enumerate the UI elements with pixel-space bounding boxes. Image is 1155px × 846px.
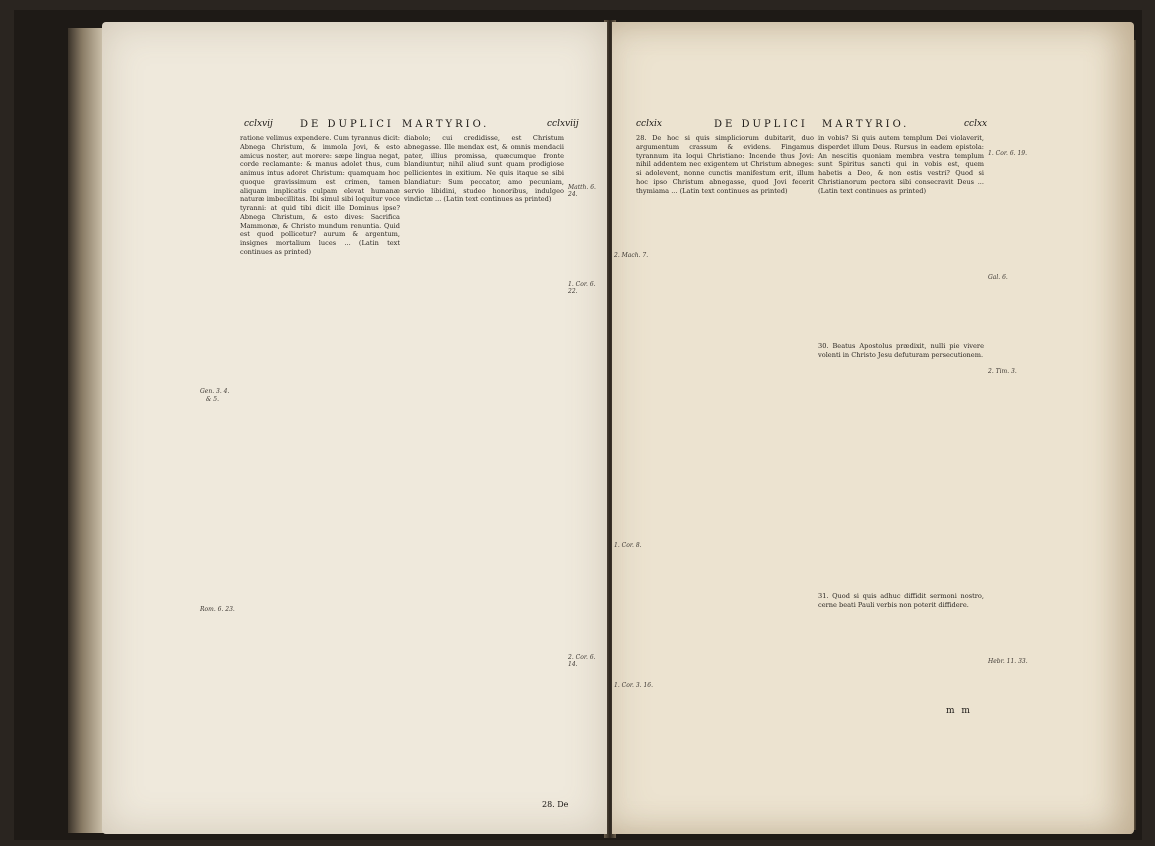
margin-note: Gal. 6.	[988, 274, 1008, 281]
right-page	[612, 22, 1134, 834]
left-page-edges	[68, 28, 104, 833]
page-number: cclxix	[636, 119, 662, 129]
margin-note: Matth. 6. 24.	[568, 184, 596, 198]
margin-note: Hebr. 11. 33.	[988, 658, 1028, 665]
margin-note: 1. Cor. 3. 16.	[614, 682, 654, 689]
running-head: DE DUPLICI	[300, 119, 394, 130]
running-head: MARTYRIO.	[402, 119, 490, 130]
margin-note: Rom. 6. 23.	[200, 606, 235, 613]
running-head: MARTYRIO.	[822, 119, 910, 130]
page-number: cclxvij	[244, 119, 273, 129]
margin-note: & 5.	[206, 396, 219, 403]
left-page	[102, 22, 607, 834]
margin-note: 1. Cor. 8.	[614, 542, 642, 549]
margin-note: 1. Cor. 6. 22.	[568, 281, 596, 295]
text-column: in vobis? Si quis autem templum Dei violaverit, disperdet illum Deus. Rursus in eadem epistola: An nescitis quoniam membra vestra templum sunt Spiritus sancti qui in vobis est, quem habetis a Deo, & non estis vestri? Quod si Christianorum pectora sibi consecravit Deus ... (Latin text continues as printed)	[818, 134, 984, 195]
book-spread	[14, 10, 1142, 840]
signature-mark: m m	[946, 706, 972, 716]
margin-note: 1. Cor. 6. 19.	[988, 150, 1028, 157]
paragraph: 31. Quod si quis adhuc diffidit sermoni nostro, cerne beati Pauli verbis non poterit diffidere.	[818, 592, 984, 609]
margin-note: 2. Mach. 7.	[614, 252, 649, 259]
catchword: 28. De	[542, 800, 569, 809]
margin-note: 2. Tim. 3.	[988, 368, 1017, 375]
text-column: diabolo; cui credidisse, est Christum abnegasse. Ille mendax est, & omnis mendacii pater, illius promissa, quæcumque fronte blandiuntur, nihil aliud sunt quam prodigiose pellicientes in exitium. Ne quis itaque se sibi blandiatur: Sum peccator, amo pecuniam, servio libidini, studeo honoribus, indulgeo vindictæ ... (Latin text continues as printed)	[404, 134, 564, 204]
text-column: ratione velimus expendere. Cum tyrannus dicit: Abnega Christum, & immola Jovi, & esto amicus noster, aut morere: sæpe lingua negat, corde reclamante: & manus adolet thus, cum animus intus adoret Christum: quamquam hoc quoque gravissimum est crimen, tamen aliquam implicatis culpam elevat humanæ naturæ imbecillitas. Ibi simul sibi loquitur voce tyranni: at quid tibi dicit ille Dominus ipse? Abnega Christum, & esto dives: Sacrifica Mammonæ, & Christo mundum renuntia. Quid est quod pollicetur? aurum & argentum, insignes mortalium luces ... (Latin text continues as printed)	[240, 134, 400, 256]
page-number: cclxx	[964, 119, 988, 129]
text-column: 28. De hoc si quis simpliciorum dubitarit, duo argumentum crassum & evidens. Fingamus tyrannum ita loqui Christiano: Incende thus Jovi: nihil addentem nec exigentem ut Christum abneges: si adolevent, nonne cunctis manifestum erit, illum hoc ipso Christum abnegasse, quod Jovi fecerit thymiama ... (Latin text continues as printed)	[636, 134, 814, 195]
running-head: DE DUPLICI	[714, 119, 808, 130]
page-number: cclxviij	[547, 119, 579, 129]
margin-note: Gen. 3. 4.	[200, 388, 230, 395]
margin-note: 2. Cor. 6. 14.	[568, 654, 596, 668]
paragraph: 30. Beatus Apostolus prædixit, nulli pie vivere volenti in Christo Jesu defuturam persecutionem.	[818, 342, 984, 359]
